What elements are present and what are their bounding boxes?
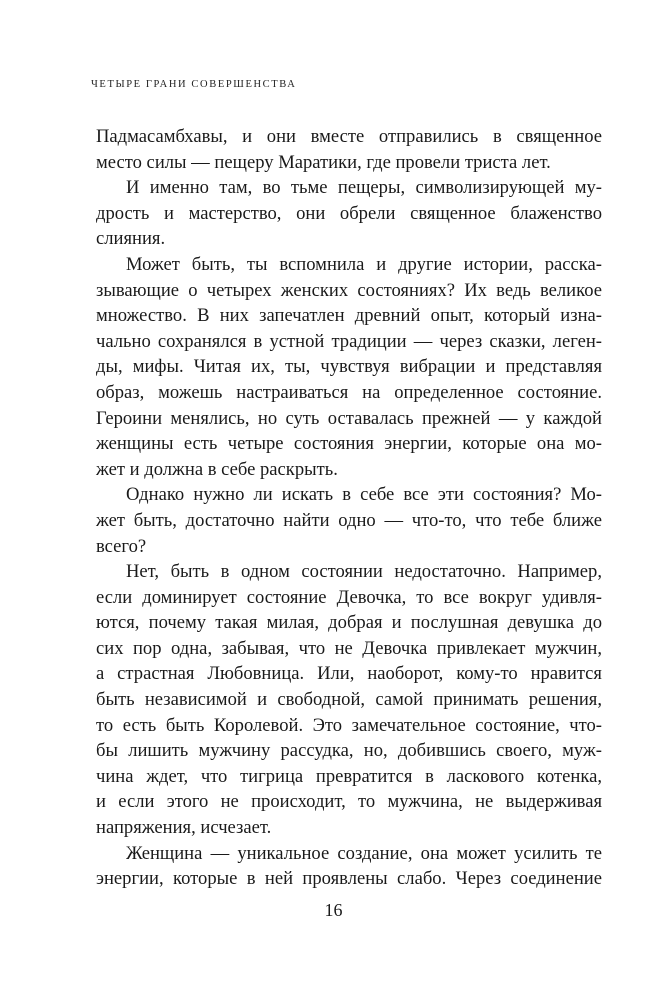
text-line: и если этого не происходит, то мужчина, не выдерживая [96, 791, 602, 813]
text-line: ются, почему такая милая, добрая и послушная девушка до [96, 612, 602, 634]
text-line: если доминирует состояние Девочка, то все вокруг удивля- [96, 586, 602, 608]
text-line: Может быть, ты вспомнила и другие истории, расска- [126, 253, 602, 275]
text-line: слияния. [96, 228, 166, 250]
text-line: быть независимой и свободной, самой принимать решения, [96, 689, 602, 711]
text-line: Однако нужно ли искать в себе все эти состояния? Мо- [126, 484, 602, 506]
text-line: чина ждет, что тигрица превратится в ласкового котенка, [96, 765, 602, 787]
text-line: сих пор одна, забывая, что не Девочка привлекает мужчин, [96, 637, 602, 659]
text-line: женщины есть четыре состояния энергии, которые она мо- [96, 433, 602, 455]
page-body [96, 124, 602, 892]
text-line: жет быть, достаточно найти одно — что-то, что тебе ближе [96, 509, 602, 531]
text-line: Нет, быть в одном состоянии недостаточно. Например, [126, 561, 602, 583]
text-line: множество. В них запечатлен древний опыт, который изна- [96, 305, 602, 327]
text-line: Женщина — уникальное создание, она может усилить те [126, 842, 602, 864]
text-line: И именно там, во тьме пещеры, символизирующей му- [126, 177, 602, 199]
text-line: то есть быть Королевой. Это замечательное состояние, что- [96, 714, 602, 736]
text-line: образ, можешь настраиваться на определенное состояние. [96, 381, 602, 403]
text-line: всего? [96, 535, 147, 557]
text-line: дрость и мастерство, они обрели священное блаженство [96, 202, 602, 224]
text-line: напряжения, исчезает. [96, 817, 272, 839]
text-line: ды, мифы. Читая их, ты, чувствуя вибрации и представляя [96, 356, 602, 378]
text-line: энергии, которые в ней проявлены слабо. Через соединение [96, 868, 602, 890]
text-line: Падмасамбхавы, и они вместе отправились в священное [96, 126, 602, 147]
text-line: а страстная Любовница. Или, наоборот, кому-то нравится [96, 663, 602, 685]
page-number: 16 [324, 900, 343, 920]
text-line: Героини менялись, но суть оставалась прежней — у каждой [96, 407, 602, 429]
text-line: место силы — пещеру Маратики, где провели триста лет. [96, 151, 551, 173]
running-header: ЧЕТЫРЕ ГРАНИ СОВЕРШЕНСТВА [91, 79, 297, 90]
text-line: бы лишить мужчину рассудка, но, добившись своего, муж- [96, 740, 602, 762]
text-line: жет и должна в себе раскрыть. [96, 458, 338, 480]
text-line: чально сохранялся в устной традиции — через сказки, леген- [96, 330, 602, 352]
text-line: зывающие о четырех женских состояниях? Их ведь великое [96, 279, 602, 301]
